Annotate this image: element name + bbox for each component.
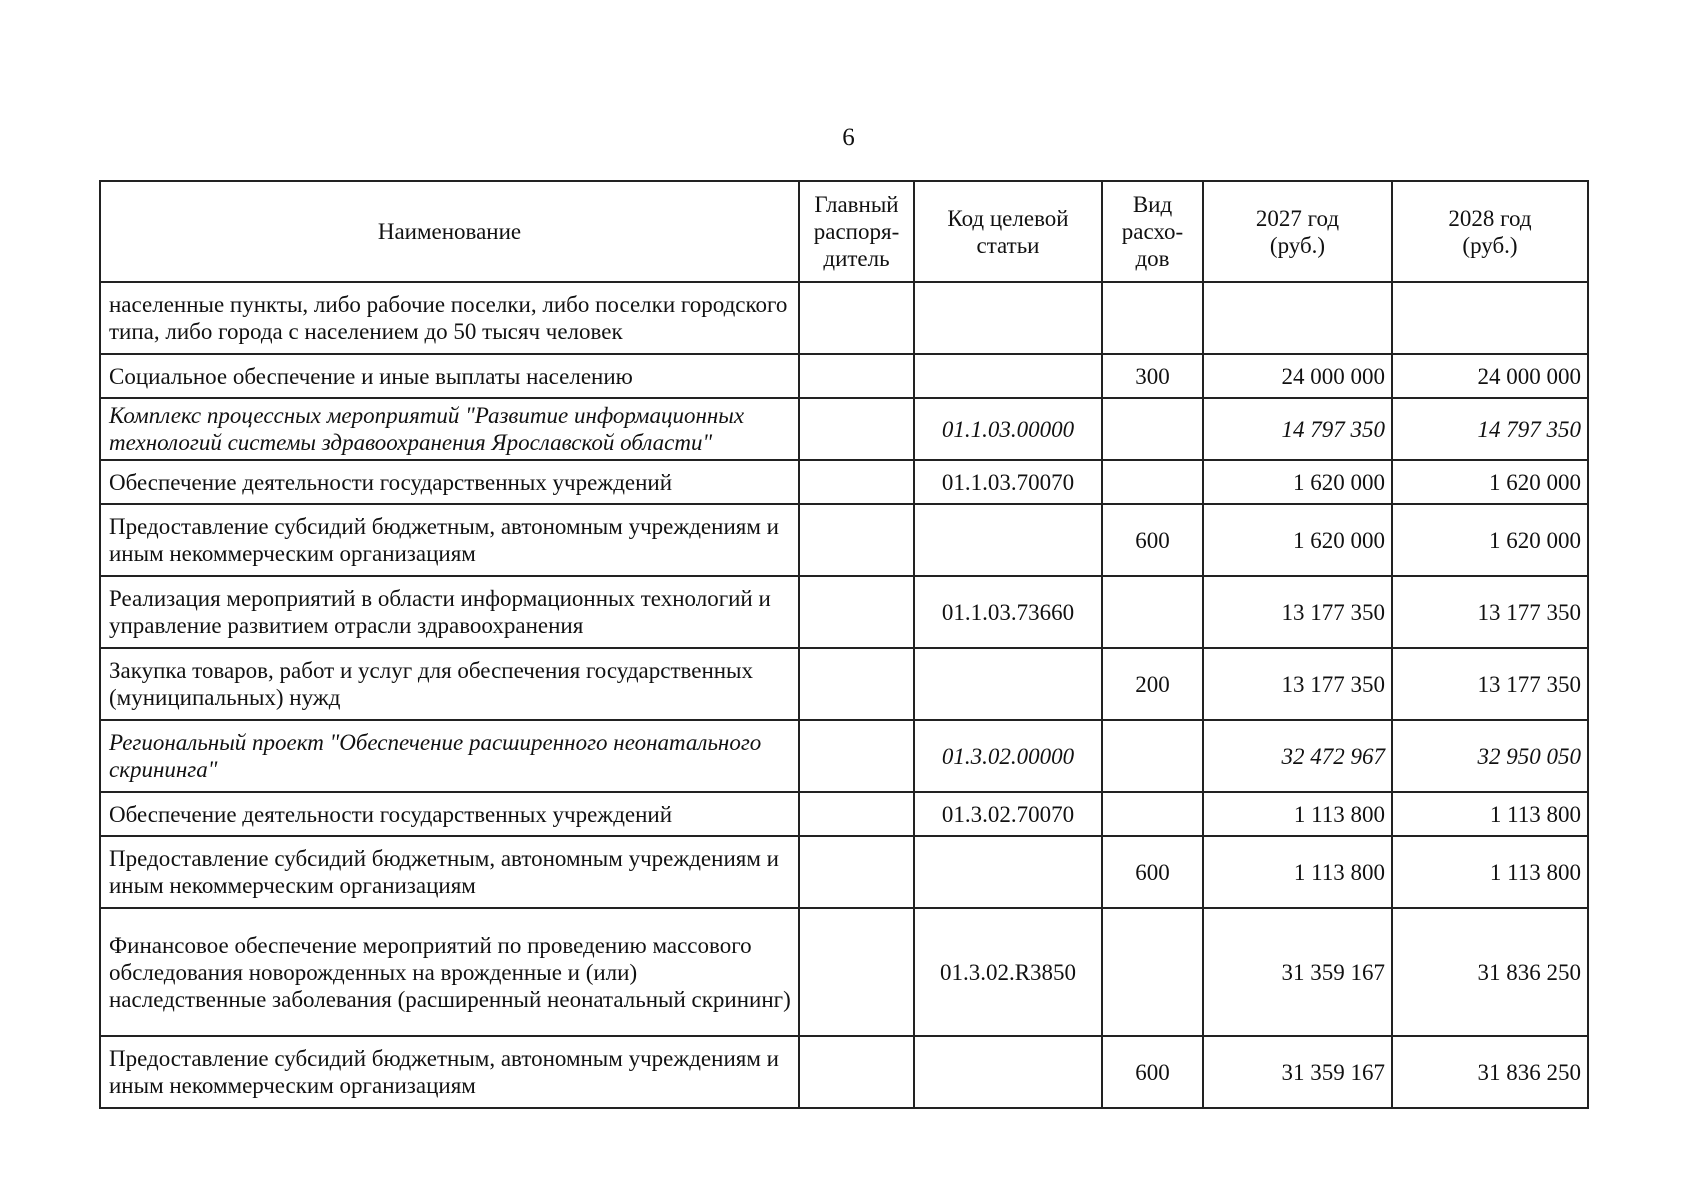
table-row [100, 1036, 1588, 1108]
header-name: Наименование [100, 181, 799, 282]
cell-type [1102, 792, 1203, 836]
cell-name: Региональный проект "Обеспечение расширенного неонатального скрининга" [100, 720, 799, 792]
cell-name: Предоставление субсидий бюджетным, автономным учреждениям и иным некоммерческим организациям [100, 1036, 799, 1108]
cell-code: 01.1.03.73660 [914, 576, 1102, 648]
cell-2028 [1392, 282, 1588, 354]
table-body [100, 282, 1588, 1108]
table-row [100, 576, 1588, 648]
cell-name: Реализация мероприятий в области информационных технологий и управление развитием отрасли здравоохранения [100, 576, 799, 648]
cell-type [1102, 908, 1203, 1036]
table-row [100, 398, 1588, 460]
cell-2028: 24 000 000 [1392, 354, 1588, 398]
cell-name: Предоставление субсидий бюджетным, автономным учреждениям и иным некоммерческим организациям [100, 836, 799, 908]
cell-type: 300 [1102, 354, 1203, 398]
cell-type [1102, 398, 1203, 460]
cell-manager [799, 792, 914, 836]
cell-code [914, 282, 1102, 354]
cell-name: населенные пункты, либо рабочие поселки, либо поселки городского типа, либо города с населением до 50 тысяч человек [100, 282, 799, 354]
cell-type: 600 [1102, 504, 1203, 576]
table-row [100, 504, 1588, 576]
cell-2027: 1 113 800 [1203, 836, 1392, 908]
cell-2027: 24 000 000 [1203, 354, 1392, 398]
cell-2028: 13 177 350 [1392, 648, 1588, 720]
cell-type [1102, 576, 1203, 648]
cell-2027: 13 177 350 [1203, 648, 1392, 720]
cell-2028: 31 836 250 [1392, 1036, 1588, 1108]
table-row [100, 908, 1588, 1036]
cell-2027: 13 177 350 [1203, 576, 1392, 648]
cell-manager [799, 648, 914, 720]
budget-table [99, 180, 1589, 1109]
table-row [100, 836, 1588, 908]
cell-2028: 1 620 000 [1392, 460, 1588, 504]
cell-manager [799, 1036, 914, 1108]
cell-name: Обеспечение деятельности государственных учреждений [100, 460, 799, 504]
cell-type [1102, 282, 1203, 354]
header-code: Код целевой статьи [914, 181, 1102, 282]
cell-2027: 1 113 800 [1203, 792, 1392, 836]
cell-manager [799, 398, 914, 460]
cell-name: Комплекс процессных мероприятий "Развитие информационных технологий системы здравоохранения Ярославской области" [100, 398, 799, 460]
cell-2027 [1203, 282, 1392, 354]
cell-manager [799, 282, 914, 354]
cell-name: Обеспечение деятельности государственных учреждений [100, 792, 799, 836]
table-row [100, 792, 1588, 836]
page-number: 6 [842, 124, 855, 151]
cell-type: 200 [1102, 648, 1203, 720]
cell-code: 01.3.02.R3850 [914, 908, 1102, 1036]
cell-manager [799, 576, 914, 648]
cell-manager [799, 836, 914, 908]
cell-2027: 31 359 167 [1203, 1036, 1392, 1108]
cell-2028: 13 177 350 [1392, 576, 1588, 648]
table-row [100, 460, 1588, 504]
cell-2028: 14 797 350 [1392, 398, 1588, 460]
cell-name: Финансовое обеспечение мероприятий по проведению массового обследования новорожденных на врожденные и (или) наследственные заболевания (расширенный неонатальный скрининг) [100, 908, 799, 1036]
cell-2028: 31 836 250 [1392, 908, 1588, 1036]
cell-2027: 32 472 967 [1203, 720, 1392, 792]
cell-code [914, 354, 1102, 398]
table-header-row [100, 181, 1588, 282]
cell-manager [799, 504, 914, 576]
cell-code [914, 1036, 1102, 1108]
table-row [100, 720, 1588, 792]
cell-type [1102, 460, 1203, 504]
cell-2027: 1 620 000 [1203, 504, 1392, 576]
cell-type [1102, 720, 1203, 792]
header-manager: Главный распоря- дитель [799, 181, 914, 282]
cell-code [914, 504, 1102, 576]
cell-2027: 31 359 167 [1203, 908, 1392, 1036]
cell-type: 600 [1102, 1036, 1203, 1108]
header-type: Вид расхо- дов [1102, 181, 1203, 282]
table-row [100, 648, 1588, 720]
cell-code: 01.1.03.70070 [914, 460, 1102, 504]
table-row [100, 354, 1588, 398]
cell-2028: 1 620 000 [1392, 504, 1588, 576]
cell-code: 01.3.02.70070 [914, 792, 1102, 836]
cell-code [914, 648, 1102, 720]
cell-code [914, 836, 1102, 908]
cell-manager [799, 720, 914, 792]
cell-manager [799, 460, 914, 504]
cell-manager [799, 908, 914, 1036]
cell-code: 01.3.02.00000 [914, 720, 1102, 792]
cell-2028: 1 113 800 [1392, 836, 1588, 908]
cell-2028: 1 113 800 [1392, 792, 1588, 836]
cell-2028: 32 950 050 [1392, 720, 1588, 792]
cell-2027: 14 797 350 [1203, 398, 1392, 460]
cell-type: 600 [1102, 836, 1203, 908]
header-2028: 2028 год (руб.) [1392, 181, 1588, 282]
cell-name: Социальное обеспечение и иные выплаты населению [100, 354, 799, 398]
table-row [100, 282, 1588, 354]
header-2027: 2027 год (руб.) [1203, 181, 1392, 282]
cell-name: Закупка товаров, работ и услуг для обеспечения государственных (муниципальных) нужд [100, 648, 799, 720]
cell-manager [799, 354, 914, 398]
cell-code: 01.1.03.00000 [914, 398, 1102, 460]
cell-name: Предоставление субсидий бюджетным, автономным учреждениям и иным некоммерческим организациям [100, 504, 799, 576]
cell-2027: 1 620 000 [1203, 460, 1392, 504]
